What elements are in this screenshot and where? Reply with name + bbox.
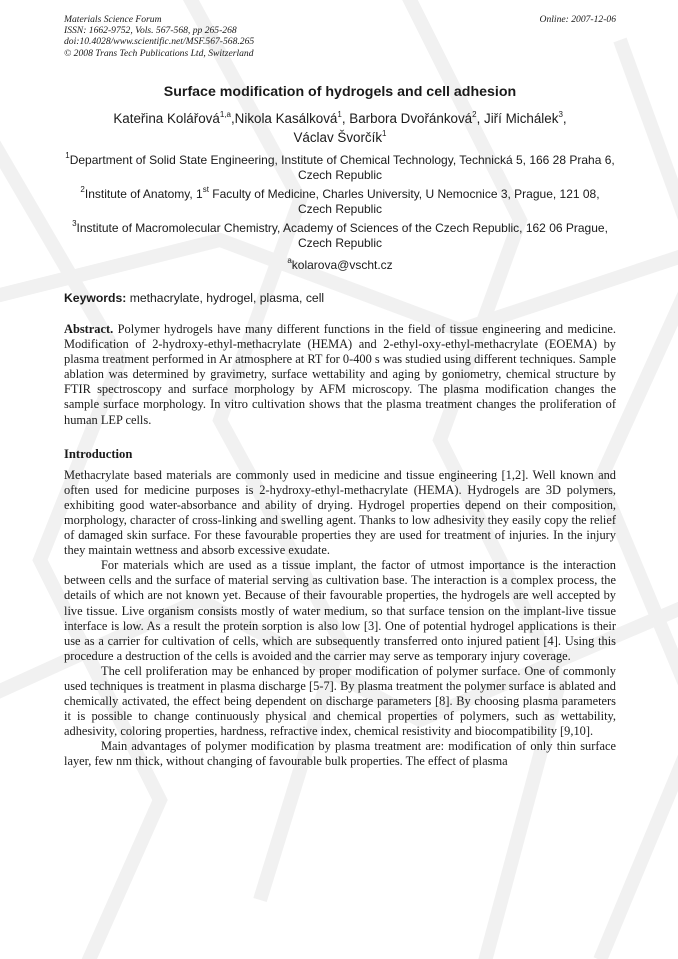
affiliation-marker: 2	[80, 185, 85, 194]
issn-line: ISSN: 1662-9752, Vols. 567-568, pp 265-268	[64, 25, 237, 37]
affiliation-marker: 1	[65, 151, 70, 160]
keywords-label: Keywords:	[64, 291, 127, 305]
intro-paragraph-1: Methacrylate based materials are commonly used in medicine and tissue engineering [1,2]. Well known and often used for medicine purposes is 2-hydroxy-ethyl-methacrylate (HEMA). Hydrogels are 3D polymers, exhibiting good water-absorbance and ability of drying. Hydrogel properties depend on their composition, morphology, character of cross-linking and swelling agent. Thanks to low adhesivity they easily copy the relief of damaged skin surface. For these favourable properties they are used for treatment of injuries. In the injury they maintain wettness and absorb excessive exudate.	[64, 467, 616, 558]
email-address[interactable]: kolarova@vscht.cz	[291, 258, 393, 272]
author-name: Václav Švorčík	[293, 130, 383, 145]
corresponding-email	[64, 258, 616, 272]
keywords-line	[64, 291, 616, 306]
author-separator: ,	[476, 111, 485, 126]
affiliation-text: Institute of Anatomy, 1	[84, 187, 203, 201]
author-affiliation-marker: 2	[472, 109, 477, 119]
copyright-line: © 2008 Trans Tech Publications Ltd, Switzerland	[64, 47, 254, 59]
abstract-label: Abstract.	[64, 322, 114, 336]
email-marker: a	[287, 256, 292, 265]
journal-name: Materials Science Forum	[64, 14, 162, 25]
author-name: Jiří Michálek	[484, 111, 559, 126]
paper-page	[64, 14, 616, 770]
affiliation-3	[64, 221, 616, 250]
author-affiliation-marker: 3	[558, 109, 563, 119]
author-separator: ,	[341, 111, 350, 126]
section-heading-introduction: Introduction	[64, 446, 133, 461]
affiliation-text: Institute of Macromolecular Chemistry, Academy of Sciences of the Czech Republic, 162 06 Prague, Czech Republic	[76, 221, 608, 250]
author-separator: ,	[230, 111, 235, 126]
author-name: Barbora Dvořánková	[349, 111, 473, 126]
affiliation-text-cont: Faculty of Medicine, Charles University, U Nemocnice 3, Prague, 121 08, Czech Republic	[208, 187, 600, 216]
author-name: Kateřina Kolářová	[113, 111, 220, 126]
keywords-text: methacrylate, hydrogel, plasma, cell	[126, 291, 325, 305]
affiliation-marker: 3	[72, 219, 77, 228]
author-affiliation-marker: 1	[382, 128, 387, 138]
author-separator: ,	[562, 111, 567, 126]
abstract-text: Polymer hydrogels have many different functions in the field of tissue engineering and medicine. Modification of 2-hydroxy-ethyl-methacrylate (HEMA) and 2-ethyl-oxy-ethyl-methacrylate (EOEMA) by plasma treatment performed in Ar atmosphere at RT for 0-400 s was studied using different techniques. Sample ablation was determined by gravimetry, surface wettability and aging by goniometry, chemical structure by FTIR spectroscopy and surface morphology by AFM microscopy. The plasma modification changes the sample surface morphology. In vitro cultivation shows that the plasma treatment changes the proliferation of human LEP cells.	[64, 322, 616, 427]
ordinal-suffix: st	[202, 185, 209, 194]
online-date: Online: 2007-12-06	[539, 14, 616, 25]
affiliation-1	[64, 153, 616, 182]
author-name: Nikola Kasálková	[234, 111, 338, 126]
paper-title: Surface modification of hydrogels and cell adhesion	[163, 84, 517, 100]
intro-paragraph-2: For materials which are used as a tissue implant, the factor of utmost importance is the interaction between cells and the surface of material serving as cultivation base. The interaction is a complex process, the details of which are not known yet. Because of their favourable properties, the hydrogels are well accepted by live tissue. Live organism consists mostly of water medium, so that surface tension on the implant-live tissue interface is low. As a result the protein sorption is also low [3]. One of potential hydrogel applications is their use as a carrier for cultivation of cells, which are subsequently transferred onto injured patient [4]. Using this procedure a destruction of the cells is avoided and the carrier may serve as temporary injury coverage.	[64, 558, 616, 663]
affiliation-text: Department of Solid State Engineering, Institute of Chemical Technology, Technická 5, 166 28 Praha 6, Czech Republic	[69, 153, 615, 182]
affiliation-2	[64, 187, 616, 216]
journal-header	[64, 14, 616, 64]
header-left	[64, 14, 254, 59]
intro-paragraph-3: The cell proliferation may be enhanced by proper modification of polymer surface. One of commonly used techniques is treatment in plasma discharge [5-7]. By plasma treatment the polymer surface is ablated and chemically activated, the effect being dependent on discharge parameters [8]. By choosing plasma parameters it is possible to change continuously physical and chemical properties of polymers, such as wettability, adhesivity, coloring properties, hardness, refractive index, chemical resistivity and biocompatibility [9,10].	[64, 663, 616, 739]
author-affiliation-marker: 1,a	[219, 109, 231, 119]
author-list	[64, 109, 616, 147]
abstract-paragraph	[64, 322, 616, 428]
doi-line: doi:10.4028/www.scientific.net/MSF.567-568.265	[64, 36, 255, 48]
author-affiliation-marker: 1	[337, 109, 342, 119]
intro-paragraph-4: Main advantages of polymer modification by plasma treatment are: modification of only thin surface layer, few nm thick, without changing of favourable bulk properties. The effect of plasma	[64, 739, 616, 769]
